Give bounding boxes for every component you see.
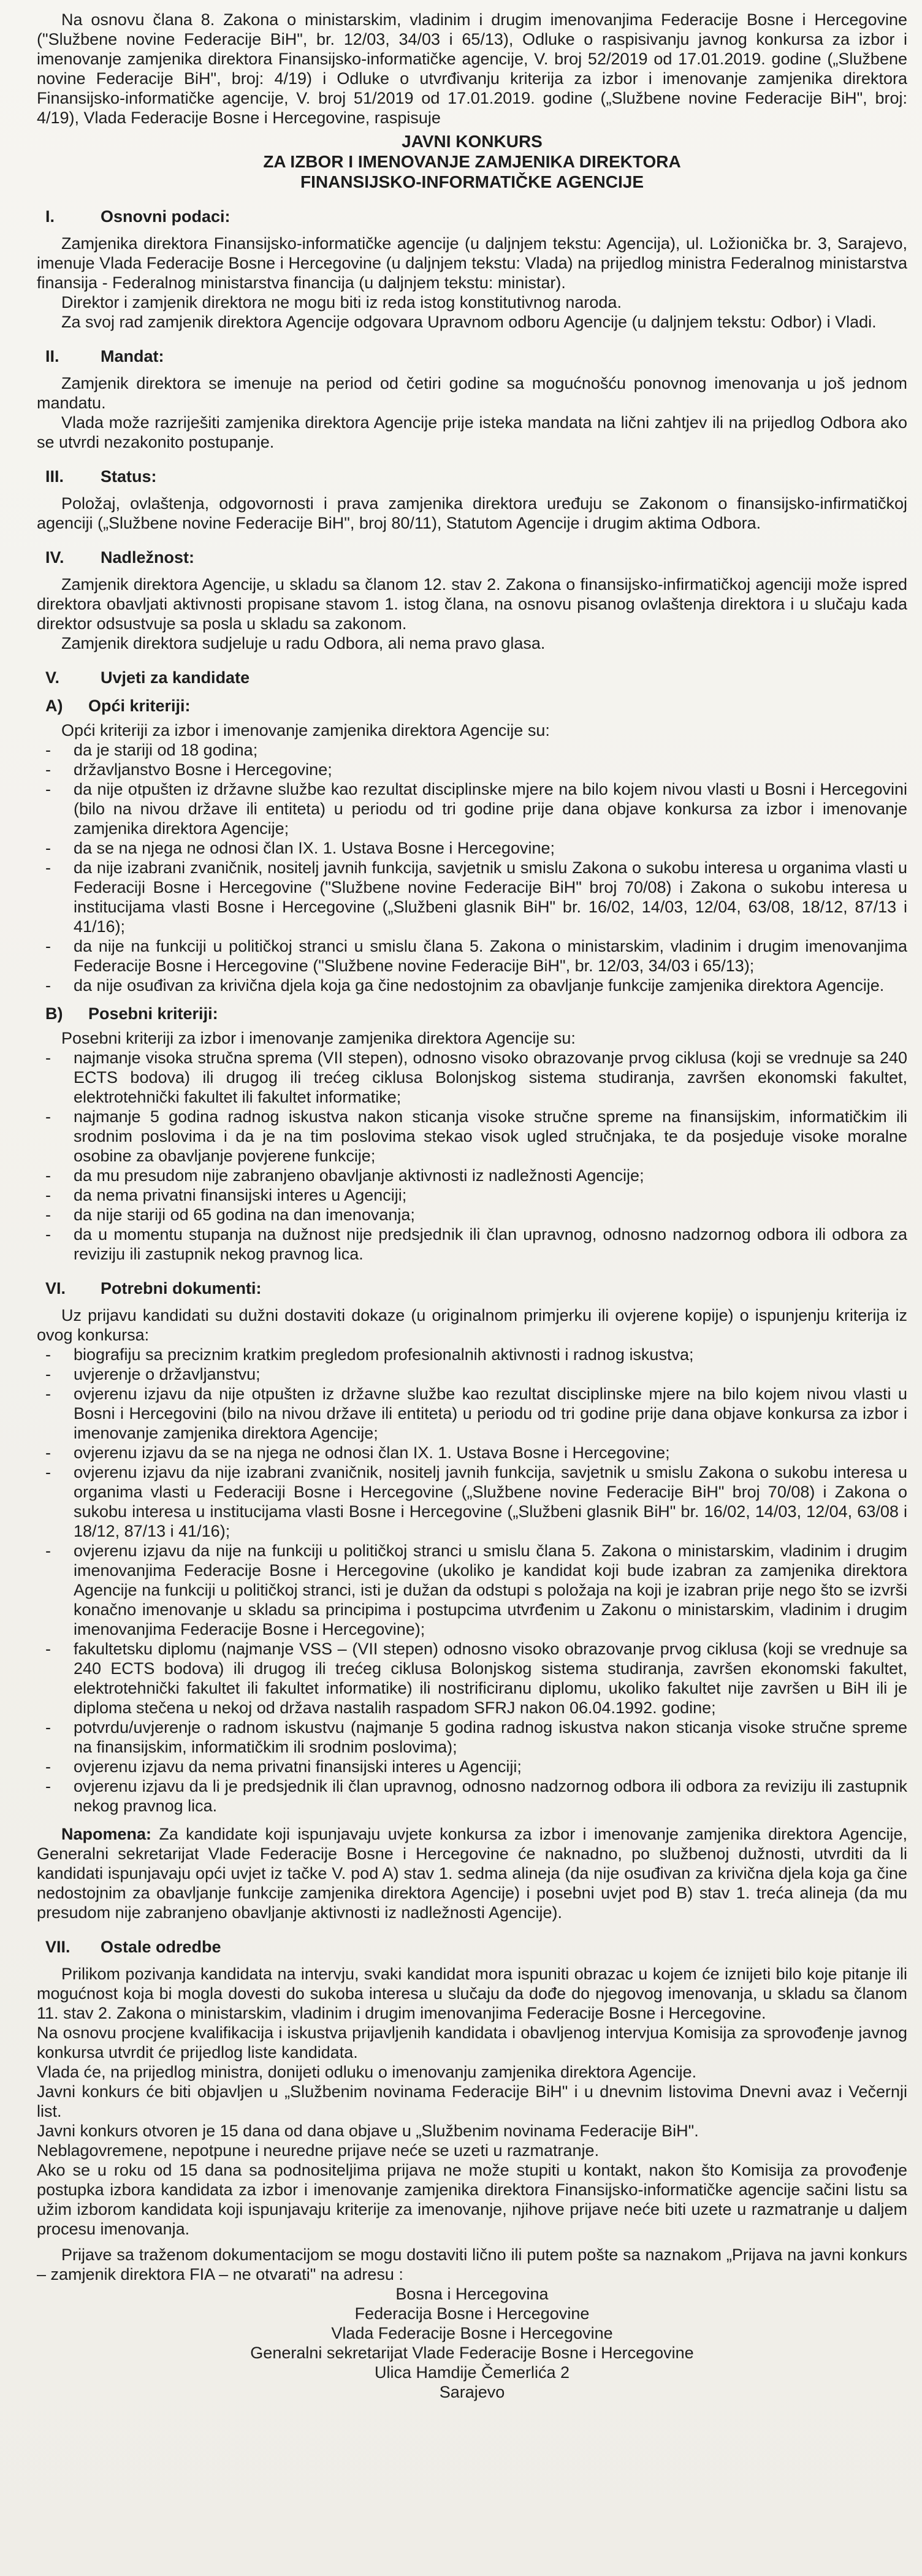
paragraph: Zamjenika direktora Finansijsko-informatičke agencije (u daljnjem tekstu: Agencija), ul. Ložionička br. 3, Sarajevo, imenuje Vlada Federacije Bosne i Hercegovine (u daljnjem tekstu: Vlada) na prijedlog ministra Federalnog ministarstva finansija - Federalnog ministarstva financija (u daljnjem tekstu: ministar). — [37, 234, 907, 292]
subsection-title: Posebni kriteriji: — [88, 1004, 218, 1023]
intro-paragraph: Na osnovu člana 8. Zakona o ministarskim, vladinim i drugim imenovanjima Federacije Bosne i Hercegovine ("Službene novine Federacije BiH", br. 12/03, 34/03 i 65/13), Odluke o raspisivanju javnog konkursa za izbor i imenovanje zamjenika direktora Finansijsko-informatičke agencije, V. broj 52/2019 od 17.01.2019. godine („Službene novine Federacije BiH", broj: 4/19) i Odluke o utvrđivanju kriterija za izbor i imenovanje zamjenika direktora Finansijsko-informatičke agencije, V. broj 51/2019 od 17.01.2019. godine („Službene novine Federacije BiH", broj: 4/19), Vlada Federacije Bosne i Hercegovine, raspisuje — [37, 10, 907, 127]
list-item: - da mu presudom nije zabranjeno obavljanje aktivnosti iz nadležnosti Agencije; — [45, 1166, 644, 1185]
public-announcement — [37, 10, 907, 2402]
paragraph: Zamjenik direktora Agencije, u skladu sa članom 12. stav 2. Zakona o finansijsko-infirmatičkoj agenciji može ispred direktora obavljati aktivnosti propisane stavom 1. istog člana, na osnovu pisanog ovlaštenja direktora i u slučaju kada direktor odsustvuje sa posla u skladu sa zakonom. — [37, 575, 907, 633]
list-lead: Uz prijavu kandidati su dužni dostaviti dokaze (u originalnom primjerku ili ovjerene kopije) o ispunjenju kriterija iz ovog konkursa: — [37, 1306, 907, 1344]
announcement-title-line3: FINANSIJSKO-INFORMATIČKE AGENCIJE — [300, 172, 644, 191]
paragraph: Prilikom pozivanja kandidata na intervju, svaki kandidat mora ispuniti obrazac u kojem će iznijeti bilo koje pitanje ili mogućnost koja bi mogla dovesti do sukoba interesa u slučaju da dođe do njegovog imenovanja, u skladu sa članom 11. stav 2. Zakona o ministarskim, vladinim i drugim imenovanjima Federacije Bosne i Hercegovine. — [37, 1965, 907, 2022]
list-lead: Posebni kriteriji za izbor i imenovanje zamjenika direktora Agencije su: — [61, 1029, 576, 1047]
note-text: Za kandidate koji ispunjavaju uvjete konkursa za izbor i imenovanje zamjenika direktora Agencije, Generalni sekretarijat Vlade Federacije Bosne i Hercegovine će naknadno, po službenoj dužnosti, utvrditi da li kandidati ispunjavaju opći uvjet iz tačke V. pod A) stav 1. sedma alineja (da nije osuđivan za krivična djela koja ga čine nedostojnim za obavljanje funkcije zamjenika direktora Agencije) i posebni uvjet pod B) stav 1. treća alineja (da mu presudom nije zabranjeno obavljanje aktivnosti iz nadležnosti Agencije). — [37, 1825, 907, 1922]
address-line: Sarajevo — [439, 2383, 505, 2401]
paragraph: Neblagovremene, nepotpune i neuredne prijave neće se uzeti u razmatranje. — [37, 2141, 600, 2160]
list-lead: Opći kriteriji za izbor i imenovanje zamjenika direktora Agencije su: — [61, 721, 550, 740]
list-item: - da nema privatni finansijski interes u Agenciji; — [45, 1186, 407, 1204]
paragraph: Zamjenik direktora se imenuje na period od četiri godine sa mogućnošću ponovnog imenovanja u još jednom mandatu. — [37, 374, 907, 412]
section-status-heading — [37, 467, 907, 486]
special-criteria-list — [37, 1048, 907, 1264]
section-number: VI. — [45, 1279, 66, 1298]
list-item: - da nije izabrani zvaničnik, nositelj javnih funkcija, savjetnik u smislu Zakona o sukobu interesa u organima vlasti u Federaciji Bosne i Hercegovine ("Službene novine Federacije BiH" broj 70/08) i Zakona o sukobu interesa u institucijama vlasti Bosne i Hercegovine („Službeni glasnik BiH" br. 16/02, 14/03, 12/04, 63/08, 18/12, 87/13 i 41/16); — [45, 858, 907, 936]
section-title: Nadležnost: — [101, 548, 195, 567]
subsection-general-criteria-heading — [37, 696, 907, 716]
section-title: Mandat: — [101, 347, 164, 365]
section-title: Osnovni podaci: — [101, 207, 230, 226]
announcement-title: JAVNI KONKURS — [402, 132, 543, 151]
paragraph: Vlada će, na prijedlog ministra, donijeti odluku o imenovanju zamjenika direktora Agencije. — [37, 2063, 697, 2081]
section-number: VII. — [45, 1938, 70, 1956]
list-item: - ovjerenu izjavu da nije izabrani zvaničnik, nositelj javnih funkcija, savjetnik u smislu Zakona o sukobu interesa u organima vlasti u Federaciji Bosne i Hercegovine („Službene novine Federacije BiH" broj 70/08) i Zakona o sukobu interesa u institucijama vlasti Bosne i Hercegovine („Službeni glasnik BiH" br. 16/02, 14/03, 12/04, 63/08 i 18/12, 87/13 i 41/16); — [45, 1463, 907, 1540]
paragraph: Zamjenik direktora sudjeluje u radu Odbora, ali nema pravo glasa. — [61, 634, 546, 652]
closing-paragraph: Prijave sa traženom dokumentacijom se mogu dostaviti lično ili putem pošte sa naznakom „Prijava na javni konkurs – zamjenik direktora FIA – ne otvarati" na adresu : — [37, 2245, 907, 2284]
list-item: - da u momentu stupanja na dužnost nije predsjednik ili član upravnog, odnosno nadzornog odbora ili odbora za reviziju ili zastupnik nekog pravnog lica. — [45, 1225, 907, 1263]
list-item: - uvjerenje o državljanstvu; — [45, 1365, 261, 1383]
list-item: - ovjerenu izjavu da nije otpušten iz državne službe kao rezultat disciplinske mjere na bilo kojem nivou vlasti u Bosni i Hercegovini (bilo na nivou države ili entiteta) u periodu od tri godine prije dana objave konkursa za izbor i imenovanje zamjenika direktora Agencije; — [45, 1385, 907, 1442]
section-other-provisions-heading — [37, 1937, 907, 1957]
list-item: - ovjerenu izjavu da nema privatni finansijski interes u Agenciji; — [45, 1757, 522, 1776]
paragraph: Direktor i zamjenik direktora ne mogu biti iz reda istog konstitutivnog naroda. — [61, 293, 622, 311]
list-item: - najmanje visoka stručna sprema (VII stepen), odnosno visoko obrazovanje prvog ciklusa (koji se vrednuje sa 240 ECTS bodova) ili drugog ili trećeg ciklusa Bolonjskog sistema studiranja, završen ekonomski fakultet, elektrotehnički fakultet ili fakultet informatike; — [45, 1049, 907, 1106]
list-item: - biografiju sa preciznim kratkim pregledom profesionalnih aktivnosti i radnog iskustva; — [45, 1345, 694, 1364]
section-competence-heading — [37, 548, 907, 567]
note-label: Napomena: — [61, 1825, 152, 1843]
paragraph: Vlada može razriješiti zamjenika direktora Agencije prije isteka mandata na lični zahtjev ili na prijedlog Odbora ako se utvrdi nezakonito postupanje. — [37, 413, 907, 451]
section-mandate-heading — [37, 346, 907, 366]
section-number: IV. — [45, 548, 64, 567]
subsection-special-criteria-heading — [37, 1004, 907, 1023]
section-title: Uvjeti za kandidate — [101, 668, 250, 687]
section-title: Potrebni dokumenti: — [101, 1279, 262, 1298]
list-item: - da nije stariji od 65 godina na dan imenovanja; — [45, 1206, 415, 1224]
general-criteria-list — [37, 740, 907, 995]
note-paragraph — [37, 1824, 907, 1922]
paragraph: Javni konkurs će biti objavljen u „Službenim novinama Federacije BiH" i u dnevnim listovima Dnevni avaz i Večernji list. — [37, 2082, 907, 2120]
section-basic-data-heading — [37, 207, 907, 226]
paragraph: Položaj, ovlaštenja, odgovornosti i prava zamjenika direktora uređuju se Zakonom o finansijsko-infirmatičkoj agenciji („Službene novine Federacije BiH", broj 80/11), Statutom Agencije i drugim aktima Odbora. — [37, 494, 907, 532]
paragraph: Javni konkurs otvoren je 15 dana od dana objave u „Službenim novinama Federacije BiH". — [37, 2122, 699, 2140]
section-title: Ostale odredbe — [101, 1938, 221, 1956]
subsection-letter: B) — [45, 1004, 63, 1023]
section-conditions-heading — [37, 668, 907, 687]
list-item: - da se na njega ne odnosi član IX. 1. Ustava Bosne i Hercegovine; — [45, 839, 555, 857]
address-line: Generalni sekretarijat Vlade Federacije Bosne i Hercegovine — [250, 2344, 694, 2362]
list-item: - ovjerenu izjavu da li je predsjednik ili član upravnog, odnosno nadzornog odbora ili odbora za reviziju ili zastupnik nekog pravnog lica. — [45, 1777, 907, 1815]
subsection-title: Opći kriteriji: — [88, 697, 191, 715]
address-line: Bosna i Hercegovina — [395, 2285, 549, 2303]
address-line: Federacija Bosne i Hercegovine — [354, 2304, 590, 2323]
list-item: - da nije na funkciji u političkoj stranci u smislu člana 5. Zakona o ministarskim, vladinim i drugim imenovanjima Federacije Bosne i Hercegovine ("Službene novine Federacije BiH", br. 12/03, 34/03 i 65/13); — [45, 937, 907, 975]
list-item: - najmanje 5 godina radnog iskustva nakon sticanja visoke stručne spreme na finansijskim, informatičkim ili srodnim poslovima i da je na tim poslovima stekao visok ugled stručnjaka, te da posjeduje visoke moralne osobine za obavljanje povjerene funkcije; — [45, 1107, 907, 1165]
paragraph: Za svoj rad zamjenik direktora Agencije odgovara Upravnom odboru Agencije (u daljnjem tekstu: Odbor) i Vladi. — [61, 313, 877, 331]
section-title: Status: — [101, 467, 157, 486]
paragraph: Ako se u roku od 15 dana sa podnositeljima prijava ne može stupiti u kontakt, nakon što Komisija za provođenje postupka izbora kandidata za izbor i imenovanje zamjenika direktora Finansijsko-informatičke agencije sačini listu sa užim izborom kandidata koji ispunjavaju kriterije za imenovanje, njihove prijave neće biti uzete u razmatranje u daljem procesu imenovanja. — [37, 2161, 907, 2238]
section-number: I. — [45, 207, 55, 226]
subsection-letter: A) — [45, 697, 63, 715]
address-line: Vlada Federacije Bosne i Hercegovine — [331, 2324, 613, 2342]
list-item: - da nije osuđivan za krivična djela koja ga čine nedostojnim za obavljanje funkcije zamjenika direktora Agencije. — [45, 976, 885, 995]
required-documents-list — [37, 1345, 907, 1816]
announcement-title-line2: ZA IZBOR I IMENOVANJE ZAMJENIKA DIREKTORA — [263, 152, 681, 171]
list-item: - ovjerenu izjavu da nije na funkciji u političkoj stranci u smislu člana 5. Zakona o ministarskim, vladinim i drugim imenovanjima Federacije Bosne i Hercegovine (ukoliko je kandidat koji bude izabran za zamjenika direktora Agencije na funkciji u političkoj stranci, isti je dužan da odstupi s položaja na koji je izabran prije nego što se izvrši konačno imenovanje u skladu sa principima i postupcima utvrđenim u Zakonu o ministarskim, vladinim i drugim imenovanjima Federacije Bosne i Hercegovine); — [45, 1542, 907, 1638]
list-item: - da nije otpušten iz državne službe kao rezultat disciplinske mjere na bilo kojem nivou vlasti u Bosni i Hercegovini (bilo na nivou države ili entiteta) u periodu od tri godine prije dana objave konkursa za izbor i imenovanje zamjenika direktora Agencije; — [45, 780, 907, 838]
section-number: II. — [45, 347, 59, 365]
paragraph: Na osnovu procjene kvalifikacija i iskustva prijavljenih kandidata i obavljenog intervjua Komisija za sprovođenje javnog konkursa utvrdit će prijedlog liste kandidata. — [37, 2024, 907, 2062]
address-block — [37, 2284, 907, 2402]
list-item: - ovjerenu izjavu da se na njega ne odnosi član IX. 1. Ustava Bosne i Hercegovine; — [45, 1443, 670, 1462]
list-item: - državljanstvo Bosne i Hercegovine; — [45, 760, 332, 779]
section-number: V. — [45, 668, 60, 687]
list-item: - da je stariji od 18 godina; — [45, 741, 258, 759]
section-documents-heading — [37, 1278, 907, 1298]
list-item: - fakultetsku diplomu (najmanje VSS – (VII stepen) odnosno visoko obrazovanje prvog ciklusa (koji se vrednuje sa 240 ECTS bodova) ili drugog ili trećeg ciklusa Bolonjskog sistema studiranja, završen ekonomski fakultet, elektrotehnički fakultet ili fakultet informatike) ili nostrificiranu diplomu, ukoliko fakultet nije završen u BiH ili je diploma stečena u nekoj od država nastalih raspadom SFRJ nakon 06.04.1992. godine; — [45, 1640, 907, 1717]
list-item: - potvrdu/uvjerenje o radnom iskustvu (najmanje 5 godina radnog iskustva nakon sticanja visoke stručne spreme na finansijskim, informatičkim ili srodnim poslovima); — [45, 1718, 907, 1756]
address-line: Ulica Hamdije Čemerlića 2 — [374, 2363, 570, 2382]
section-number: III. — [45, 467, 64, 486]
